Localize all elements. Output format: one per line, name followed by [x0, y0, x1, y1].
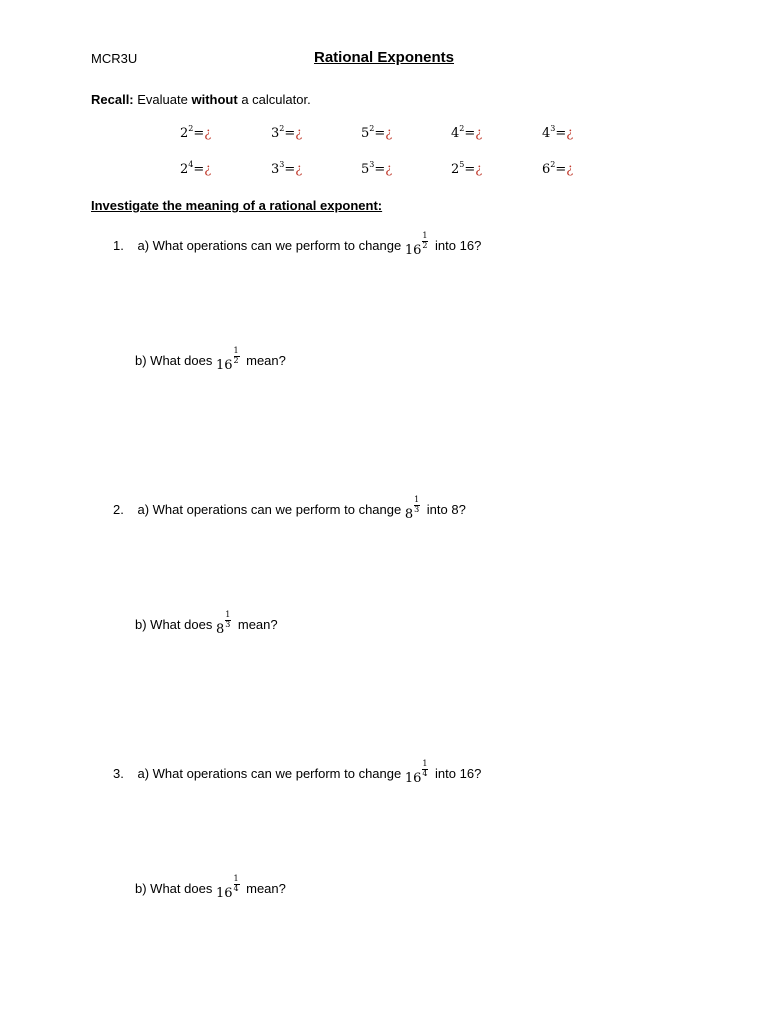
question-text: a) What operations can we perform to change	[137, 238, 402, 253]
recall-expression: $3^3=¿$	[271, 160, 303, 177]
page-title: Rational Exponents	[313, 49, 455, 66]
recall-expression: $6^2=¿$	[542, 160, 574, 177]
question-text: mean?	[237, 617, 278, 632]
question-text: a) What operations can we perform to change	[137, 766, 402, 781]
question-2-part-b	[135, 610, 278, 637]
exponent-base: 16	[215, 358, 233, 373]
recall-instruction	[91, 92, 311, 107]
fraction-exponent: $\frac{1}{2}$	[233, 346, 239, 365]
question-text: b) What does	[135, 617, 213, 632]
recall-expression: $5^2=¿$	[361, 124, 393, 141]
question-text: b) What does	[135, 881, 213, 896]
recall-expression: $5^3=¿$	[361, 160, 393, 177]
question-number: 2.	[113, 502, 124, 517]
question-text: into 16?	[435, 238, 482, 253]
exponent-base: 16	[215, 886, 233, 901]
question-3-part-b	[135, 874, 286, 901]
recall-label: Recall:	[91, 92, 134, 107]
exponent-base: 16	[404, 243, 422, 258]
fraction-exponent: $\frac{1}{4}$	[233, 874, 239, 893]
recall-expression: $3^2=¿$	[271, 124, 303, 141]
fraction-exponent: $\frac{1}{3}$	[225, 610, 231, 629]
question-text: into 8?	[426, 502, 466, 517]
recall-expression: $2^2=¿$	[180, 124, 212, 141]
recall-text-after: a calculator.	[241, 92, 311, 107]
question-text: a) What operations can we perform to change	[137, 502, 402, 517]
question-number: 1.	[113, 238, 124, 253]
recall-expression: $2^4=¿$	[180, 160, 212, 177]
recall-expression: $2^5=¿$	[451, 160, 483, 177]
question-3-part-a	[113, 759, 482, 786]
question-text: mean?	[246, 353, 286, 368]
exponent-base: 8	[404, 507, 414, 522]
recall-expression: $4^3=¿$	[542, 124, 574, 141]
question-text: mean?	[246, 881, 286, 896]
course-code: MCR3U	[91, 51, 138, 66]
recall-bold-word: without	[191, 92, 238, 107]
question-text: b) What does	[135, 353, 213, 368]
exponent-base: 16	[404, 771, 422, 786]
question-number: 3.	[113, 766, 124, 781]
question-1-part-a	[113, 231, 482, 258]
section-heading: Investigate the meaning of a rational exponent:	[91, 198, 383, 213]
recall-text-before: Evaluate	[137, 92, 188, 107]
question-text: into 16?	[435, 766, 482, 781]
fraction-exponent: $\frac{1}{2}$	[422, 231, 428, 250]
fraction-exponent: $\frac{1}{4}$	[422, 759, 428, 778]
exponent-base: 8	[215, 622, 225, 637]
question-1-part-b	[135, 346, 286, 373]
recall-expression: $4^2=¿$	[451, 124, 483, 141]
fraction-exponent: $\frac{1}{3}$	[414, 495, 420, 514]
question-2-part-a	[113, 495, 466, 522]
